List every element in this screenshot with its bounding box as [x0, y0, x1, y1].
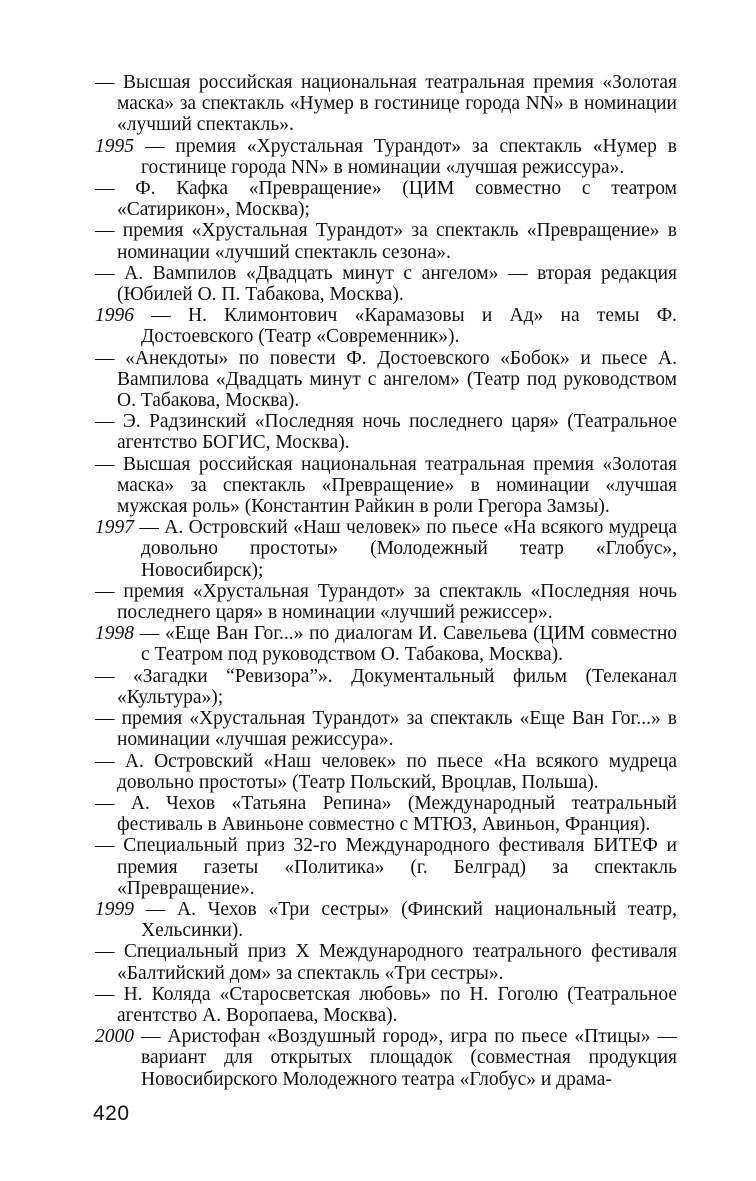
entry-text: — Специальный приз 32-го Международного фестиваля БИТЕФ и премия газеты «Политика» (г. Белград) за спектакль «Превращение». — [95, 835, 677, 899]
chronology-entry — [95, 581, 677, 623]
entry-text: — Специальный приз X Международного театрального фестиваля «Балтийский дом» за спектакль «Три сестры». — [95, 941, 677, 984]
entry-year: 1995 — [95, 135, 134, 157]
entry-text: — Высшая российская национальная театральная премия «Золотая маска» за спектакль «Нумер в гостинице города NN» в номинации «лучший спектакль». — [95, 72, 677, 136]
entry-text: — А. Чехов «Татьяна Репина» (Международный театральный фестиваль в Авиньоне совместно с МТЮЗ, Авиньон, Франция). — [95, 792, 677, 836]
entry-text: — А. Вампилов «Двадцать минут с ангелом» — вторая редакция (Юбилей О. П. Табакова, Москва). — [95, 262, 677, 306]
entry-text: — «Анекдоты» по повести Ф. Достоевского «Бобок» и пьесе А. Вампилова «Двадцать минут с ангелом» (Театр под руководством О. Табакова, Москва). — [95, 347, 677, 412]
entry-text: — «Еще Ван Гог...» по диалогам И. Савельева (ЦИМ совместно с Театром под руководством О. Табакова, Москва). — [134, 623, 677, 666]
entry-text: — Н. Климонтович «Карамазовы и Ад» на темы Ф. Достоевского (Театр «Современник»). — [134, 305, 677, 348]
chronology-entry — [95, 899, 677, 941]
chronology-entry — [95, 708, 677, 750]
chronology-entry — [95, 178, 677, 220]
entry-text: — Э. Радзинский «Последняя ночь последнего царя» (Театральное агентство БОГИС, Москва). — [95, 411, 677, 454]
chronology-entry — [95, 1026, 677, 1090]
entry-text: — премия «Хрустальная Турандот» за спектакль «Нумер в гостинице города NN» в номинации «лучшая режиссура». — [134, 135, 677, 178]
entry-year: 1997 — [95, 517, 134, 539]
entry-year: 1998 — [95, 623, 134, 645]
page-number: 420 — [93, 1102, 130, 1125]
entry-text: — премия «Хрустальная Турандот» за спектакль «Еще Ван Гог...» в номинации «лучшая режиссура». — [95, 708, 677, 751]
chronology-entry — [95, 835, 677, 899]
entry-text: — Высшая российская национальная театральная премия «Золотая маска» за спектакль «Превращение» в номинации «лучшая мужская роль» (Константин Райкин в роли Грегора Замзы). — [95, 453, 677, 518]
entry-text: — А. Чехов «Три сестры» (Финский национальный театр, Хельсинки). — [134, 898, 677, 942]
chronology-entry — [95, 220, 677, 262]
chronology-entry — [95, 666, 677, 708]
chronology-entry — [95, 941, 677, 983]
chronology-entry — [95, 751, 677, 793]
entry-text: — А. Островский «Наш человек» по пьесе «На всякого мудреца довольно простоты» (Молодежный театр «Глобус», Новосибирск); — [134, 517, 677, 581]
chronology-list — [95, 72, 677, 1090]
entry-text: — Аристофан «Воздушный город», игра по пьесе «Птицы» — вариант для открытых площадок (совместная продукция Новосибирского Молодежного театра «Глобус» и драма- — [134, 1026, 677, 1090]
entry-text: — «Загадки “Ревизора”». Документальный фильм (Телеканал «Культура»); — [95, 665, 677, 708]
chronology-entry — [95, 793, 677, 835]
entry-text: — Ф. Кафка «Превращение» (ЦИМ совместно с театром «Сатирикон», Москва); — [95, 178, 677, 221]
chronology-entry — [95, 454, 677, 518]
chronology-entry — [95, 305, 677, 347]
chronology-entry — [95, 136, 677, 178]
entry-text: — премия «Хрустальная Турандот» за спектакль «Последняя ночь последнего царя» в номинации «лучший режиссер». — [95, 580, 677, 624]
entry-year: 2000 — [95, 1026, 134, 1048]
entry-text: — А. Островский «Наш человек» по пьесе «На всякого мудреца довольно простоты» (Театр Польский, Вроцлав, Польша). — [95, 750, 677, 793]
chronology-entry — [95, 411, 677, 453]
entry-text: — Н. Коляда «Старосветская любовь» по Н. Гоголю (Театральное агентство А. Воропаева, Москва). — [95, 983, 677, 1026]
chronology-entry — [95, 72, 677, 136]
chronology-entry — [95, 984, 677, 1026]
entry-year: 1996 — [95, 305, 134, 327]
entry-year: 1999 — [95, 898, 134, 920]
chronology-entry — [95, 517, 677, 581]
chronology-entry — [95, 263, 677, 305]
entry-text: — премия «Хрустальная Турандот» за спектакль «Превращение» в номинации «лучший спектакль сезона». — [95, 220, 677, 263]
chronology-entry — [95, 623, 677, 665]
chronology-entry — [95, 348, 677, 412]
